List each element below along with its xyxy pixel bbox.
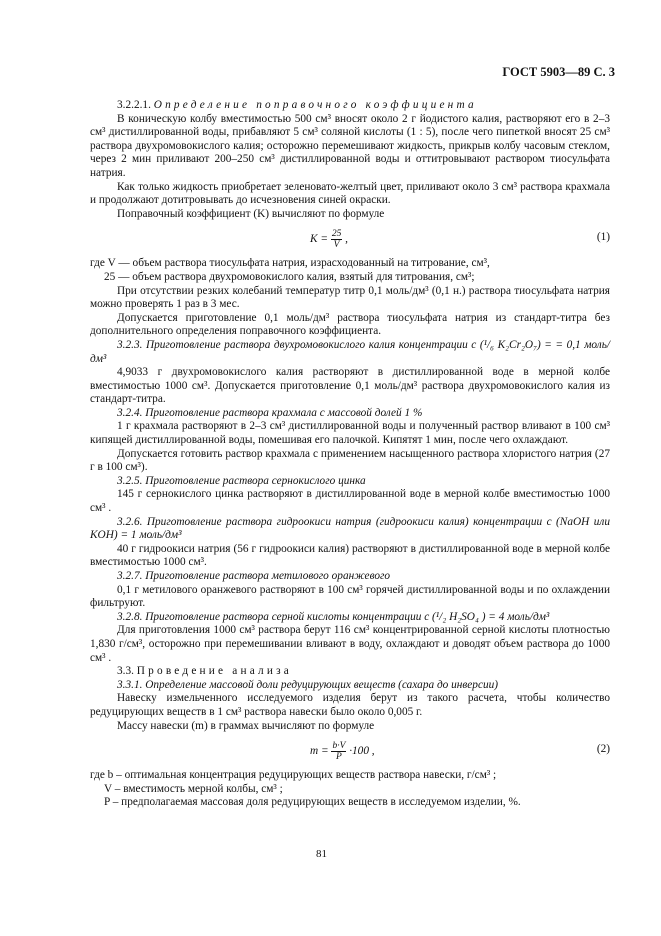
section-327-heading: 3.2.7. Приготовление раствора метилового оранжевого [117,570,391,582]
paragraph: 0,1 г метилового оранжевого растворяют в 100 см³ горячей дистиллированной воды и по охлаждении фильтруют. [90,583,610,610]
section-33-heading [90,665,610,679]
paragraph: При отсутствии резких колебаний температур титр 0,1 моль/дм³ (0,1 н.) раствора тиосульфата натрия можно проверять 1 раз в 3 мес. [90,284,610,311]
paragraph: 40 г гидроокиси натрия (56 г гидроокиси калия) растворяют в дистиллированной воде в мерной колбе вместимостью 1000 см³. [90,542,610,569]
paragraph: 1 г крахмала растворяют в 2–3 см³ дистиллированной воды и полученный раствор вливают в 100 см³ кипящей дистиллированной воды, помешивая его палочкой. Кипятят 1 мин, после чего охлаждают. [90,420,610,447]
paragraph: Для приготовления 1000 см³ раствора берут 116 см³ концентрированной серной кислоты плотностью 1,830 г/см³, осторожно при перемешивании вливают в воду, охлаждают и доводят объем раствора до 1000 см³ . [90,624,610,664]
section-326-heading: 3.2.6. Приготовление раствора гидроокиси натрия (гидроокиси калия) концентрации с (NaOH или KOH) = 1 моль/дм³ [90,515,610,542]
formula-1 [90,221,610,257]
paragraph: В коническую колбу вместимостью 500 см³ вносят около 2 г йодистого калия, растворяют его в 2–3 см³ дистиллированной воды, прибавляют 5 см³ соляной кислоты (1 : 5), после чего пипеткой вносят 25 см³ раствора двухромовокислого калия; осторожно перемешивают жидкость, прикрыв колбу часовым стеклом, через 2 мин приливают 200–250 см³ дистиллированной воды и оттитровывают раствором тиосульфата натрия. [90,112,610,179]
document-body [90,99,610,810]
section-title: Проведение анализа [136,665,292,678]
fraction-numerator: b·V [332,741,346,752]
where-line: где V — объем раствора тиосульфата натрия, израсходованный на титрование, см³, [90,257,490,270]
paragraph: 145 г сернокислого цинка растворяют в дистиллированной воде в мерной колбе вместимостью 1000 см³ . [90,488,610,515]
section-331-heading: 3.3.1. Определение массовой доли редуцирующих веществ (сахара до инверсии) [117,678,499,691]
where-line: 25 — объем раствора двухромовокислого калия, взятый для титрования, см³; [104,270,475,283]
page-number: 81 [316,848,327,860]
fraction-denominator: V [333,240,340,251]
formula-expression [310,741,375,762]
paragraph: Допускается готовить раствор крахмала с применением насыщенного раствора хлористого натрия (27 г в 100 см³). [90,447,610,474]
page-header: ГОСТ 5903—89 С. 3 [502,65,615,79]
paragraph: 4,9033 г двухромовокислого калия растворяют в дистиллированной воде в мерной колбе вместимостью 1000 см³. Допускается приготовление 0,1 моль/дм³ раствора двухромовокислого калия из стандарт-титра. [90,366,610,406]
paragraph: Как только жидкость приобретает зеленовато-желтый цвет, приливают около 3 см³ раствора крахмала и продолжают дотитровывать до исчезновения синей окраски. [90,180,610,207]
where-line: P – предполагаемая массовая доля редуцирующих веществ в исследуемом изделии, %. [104,796,521,809]
fraction-numerator: 25 [331,229,342,240]
fraction-denominator: P [336,752,342,763]
formula-fraction [331,741,346,762]
formula-lhs: m = [310,745,329,758]
section-323-heading: 3.2.3. Приготовление раствора двухромовокислого калия концентрации с (¹/₆ K₂Cr₂O₇) = = 0,1 моль/дм³ [90,338,610,365]
paragraph: Допускается приготовление 0,1 моль/дм³ раствора тиосульфата натрия из стандарт-титра без дополнительного определения поправочного коэффициента. [90,311,610,338]
section-328-heading: 3.2.8. Приготовление раствора серной кислоты концентрации с (¹/₂ H₂SO₄ ) = 4 моль/дм³ [117,610,550,623]
formula-2 [90,733,610,769]
formula-tail: , [345,233,348,246]
section-number: 3.2.2.1. [117,99,151,111]
section-number: 3.3. [117,665,134,678]
formula-number: (1) [596,231,610,244]
formula-lhs: K = [310,233,328,246]
paragraph: Навеску измельченного исследуемого изделия берут из такого расчета, чтобы количество редуцирующих веществ в 1 см³ раствора навески было около 0,005 г. [90,692,610,718]
formula-fraction [331,229,343,250]
section-324-heading: 3.2.4. Приготовление раствора крахмала с массовой долей 1 % [117,406,423,419]
where-line: V – вместимость мерной колбы, см³ ; [104,782,283,795]
paragraph: Массу навески (m) в граммах вычисляют по формуле [117,719,375,732]
paragraph: Поправочный коэффициент (K) вычисляют по формуле [117,207,385,220]
formula-number: (2) [596,743,610,756]
section-325-heading: 3.2.5. Приготовление раствора сернокислого цинка [117,474,366,487]
formula-expression [310,229,348,250]
where-line: где b – оптимальная концентрация редуцирующих веществ раствора навески, г/см³ ; [90,769,497,782]
section-3221-heading [90,99,610,113]
section-title: Определение поправочного коэффициента [153,99,477,111]
formula-tail: ·100 , [349,745,375,758]
